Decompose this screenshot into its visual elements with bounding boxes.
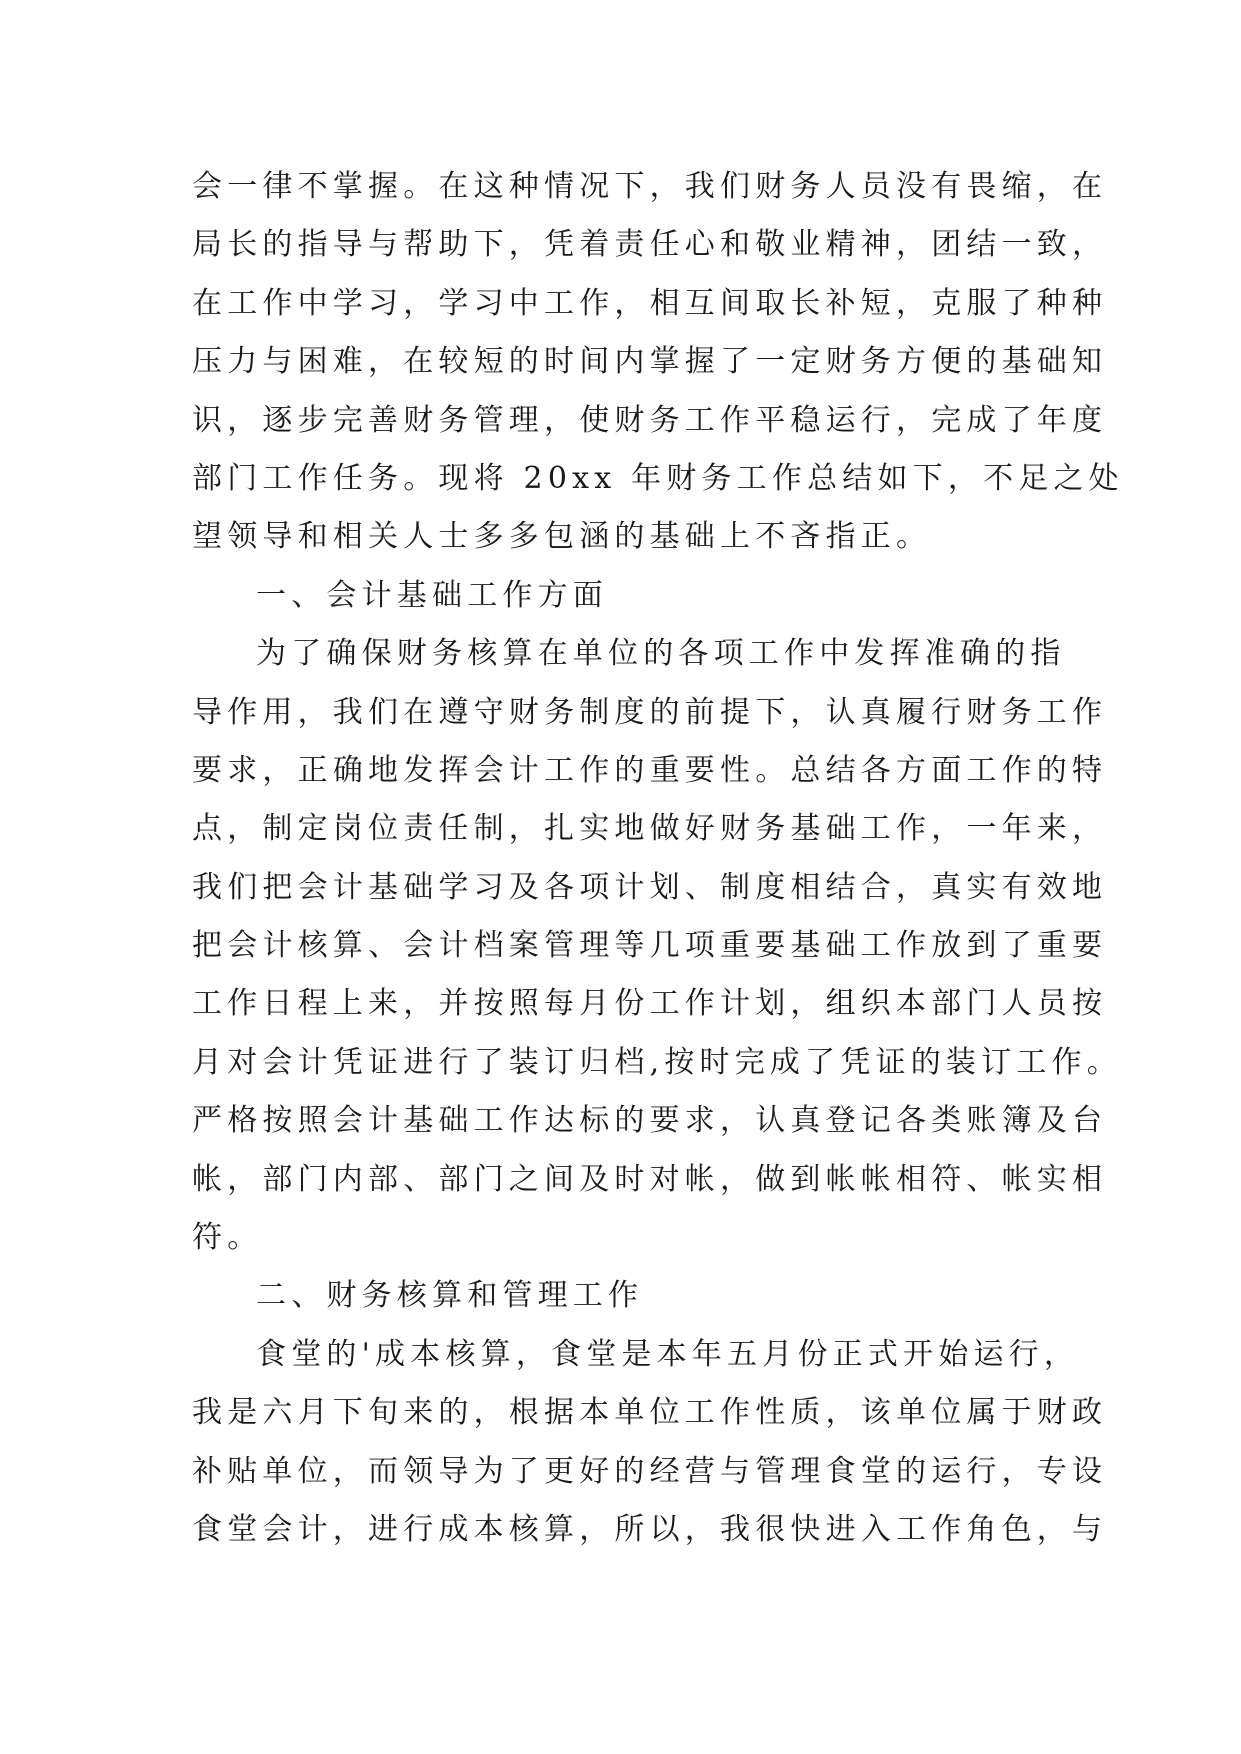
text-line: 食堂会计，进行成本核算，所以，我很快进入工作角色，与 <box>192 1511 1108 1547</box>
text-line: 要求，正确地发挥会计工作的重要性。总结各方面工作的特 <box>192 752 1108 788</box>
text-line: 部门工作任务。现将 20xx 年财务工作总结如下，不足之处 <box>192 460 1124 496</box>
text-line: 压力与困难，在较短的时间内掌握了一定财务方便的基础知 <box>192 344 1108 380</box>
text-line: 局长的指导与帮助下，凭着责任心和敬业精神，团结一致， <box>192 227 1108 263</box>
text-line: 符。 <box>192 1220 263 1256</box>
text-line: 望领导和相关人士多多包涵的基础上不吝指正。 <box>192 519 932 555</box>
text-line: 导作用，我们在遵守财务制度的前提下，认真履行财务工作 <box>192 694 1108 730</box>
text-line: 识，逐步完善财务管理，使财务工作平稳运行，完成了年度 <box>192 402 1108 438</box>
text-line: 月对会计凭证进行了装订归档,按时完成了凭证的装订工作。 <box>192 1044 1122 1080</box>
text-line: 食堂的'成本核算，食堂是本年五月份正式开始运行， <box>256 1336 1080 1372</box>
text-line: 把会计核算、会计档案管理等几项重要基础工作放到了重要 <box>192 928 1108 964</box>
section-heading-accounting-basics: 一、会计基础工作方面 <box>256 577 608 613</box>
paragraph-financial-accounting <box>192 1326 1108 1560</box>
text-line: 为了确保财务核算在单位的各项工作中发挥准确的指 <box>256 636 1066 672</box>
text-line: 我是六月下旬来的，根据本单位工作性质，该单位属于财政 <box>192 1395 1108 1431</box>
text-line: 工作日程上来，并按照每月份工作计划，组织本部门人员按 <box>192 986 1108 1022</box>
text-line: 会一律不掌握。在这种情况下，我们财务人员没有畏缩，在 <box>192 169 1108 204</box>
text-line: 点，制定岗位责任制，扎实地做好财务基础工作，一年来， <box>192 811 1108 847</box>
text-line: 在工作中学习，学习中工作，相互间取长补短，克服了种种 <box>192 285 1108 321</box>
text-line: 帐，部门内部、部门之间及时对帐，做到帐帐相符、帐实相 <box>192 1161 1108 1197</box>
section-heading-financial-accounting: 二、财务核算和管理工作 <box>256 1278 644 1314</box>
text-line: 补贴单位，而领导为了更好的经营与管理食堂的运行，专设 <box>192 1453 1108 1489</box>
paragraph-continued <box>192 158 1124 567</box>
document-body <box>192 158 1124 1559</box>
text-line: 我们把会计基础学习及各项计划、制度相结合，真实有效地 <box>192 869 1108 905</box>
text-line: 严格按照会计基础工作达标的要求，认真登记各类账簿及台 <box>192 1103 1108 1139</box>
paragraph-accounting-basics <box>192 625 1122 1267</box>
